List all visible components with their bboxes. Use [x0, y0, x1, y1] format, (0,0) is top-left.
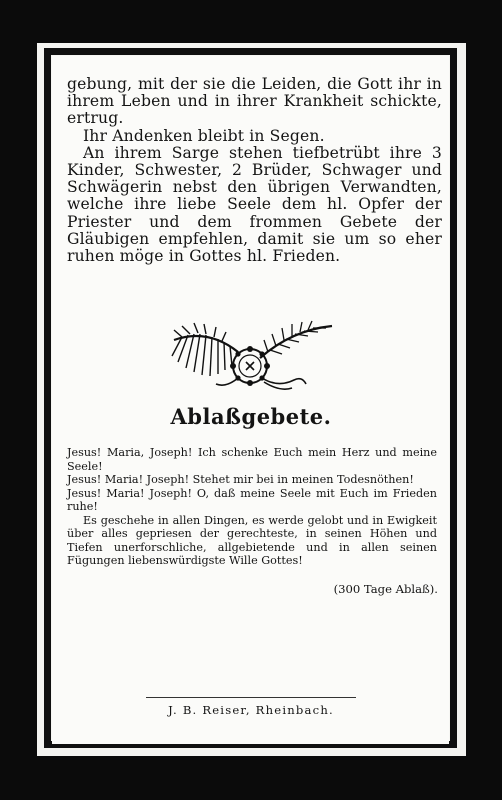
- prayer-line: Es geschehe in allen Dingen, es werde gelobt und in Ewigkeit über alles gepriesen der gerechteste, in seinen Höhen und Tiefen unerforschliche, allgebietende und in allen seinen Fügungen liebenswürdigste Wille Gottes!: [67, 513, 437, 567]
- divider: [146, 697, 356, 698]
- printer-imprint: J. B. Reiser, Rheinbach.: [168, 703, 334, 717]
- prayer-line: Jesus! Maria! Joseph! O, daß meine Seele mit Euch im Frieden ruhe!: [67, 486, 437, 513]
- palm-branches-wreath-icon: [168, 318, 336, 394]
- main-paragraph-3: An ihrem Sarge stehen tiefbetrübt ihre 3 Kinder, Schwester, 2 Brüder, Schwager und Schwägerin nebst den übrigen Verwandten, welche ihre liebe Seele dem hl. Opfer der Priester und dem frommen Gebete der Gläubigen empfehlen, damit sie um so eher ruhen möge in Gottes hl. Frieden.: [67, 143, 442, 266]
- indulgence-note: (300 Tage Ablaß).: [333, 582, 438, 596]
- prayer-line: Jesus! Maria, Joseph! Ich schenke Euch mein Herz und meine Seele!: [67, 446, 437, 473]
- indulgence-prayers-heading: Ablaßgebete.: [170, 404, 332, 429]
- prayer-line: Jesus! Maria! Joseph! Stehet mir bei in meinen Todesnöthen!: [67, 473, 414, 486]
- memorial-text: [67, 76, 442, 265]
- main-paragraph-2: Ihr Andenken bleibt in Segen.: [83, 126, 325, 145]
- prayer-list: [67, 446, 437, 568]
- main-paragraph-1: gebung, mit der sie die Leiden, die Gott ihr in ihrem Leben und in ihrer Krankheit schickte, ertrug.: [67, 75, 442, 128]
